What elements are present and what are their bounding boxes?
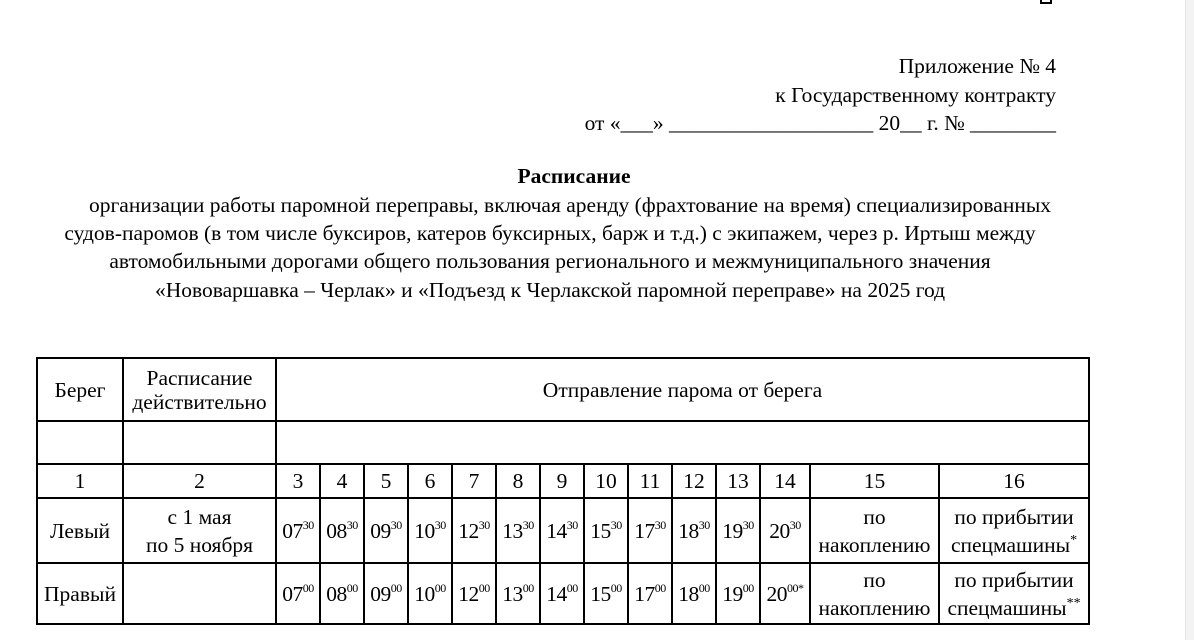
departure-time — [716, 498, 760, 563]
time-minutes: 00 — [698, 580, 710, 595]
validity-cell — [123, 498, 276, 563]
departure-time — [364, 563, 408, 624]
time-minutes: 30 — [302, 517, 314, 532]
column-number: 10 — [584, 464, 628, 498]
time-hours: 07 — [282, 581, 303, 606]
time-hours: 12 — [458, 518, 479, 543]
time-minutes: 00 — [654, 580, 666, 595]
column-number: 5 — [364, 464, 408, 498]
time-hours: 18 — [678, 581, 699, 606]
departure-time — [276, 563, 320, 624]
time-hours: 07 — [282, 518, 303, 543]
time-minutes: 00* — [787, 580, 804, 595]
time-hours: 18 — [678, 518, 699, 543]
document-title: Расписание — [517, 164, 631, 188]
header-row — [37, 358, 1089, 421]
header-valid: Расписание действительно — [123, 358, 276, 421]
special-vehicle-cell — [939, 563, 1089, 624]
departure-time — [540, 498, 584, 563]
appendix-number: Приложение № 4 — [898, 54, 1056, 78]
departure-time — [320, 563, 364, 624]
column-number: 11 — [628, 464, 672, 498]
table-row — [37, 563, 1089, 624]
time-hours: 13 — [502, 518, 523, 543]
column-number: 1 — [37, 464, 123, 498]
accumulation-line1: по — [863, 567, 886, 592]
header-departure: Отправление парома от берега — [276, 358, 1089, 421]
departure-time — [276, 498, 320, 563]
departure-time — [408, 563, 452, 624]
time-minutes: 30 — [390, 517, 402, 532]
column-number: 4 — [320, 464, 364, 498]
bank-cell: Правый — [37, 563, 123, 624]
time-minutes: 00 — [610, 580, 622, 595]
table-row — [37, 498, 1089, 563]
blank-row — [37, 421, 1089, 464]
departure-time — [584, 563, 628, 624]
time-minutes: 30 — [346, 517, 358, 532]
departure-time — [760, 563, 810, 624]
departure-time — [628, 563, 672, 624]
time-minutes: 30 — [610, 517, 622, 532]
document-subtitle: организации работы паромной переправы, включая аренду (фрахтование на время) специализированных судов-паромов (в том числе буксиров, катеров буксирных, барж и т.д.) с экипажем, через р. Иртыш между автомобильными дорогами общего пользования регионального и межмуниципального значения «Нововаршавка – Черлак» и «Подъезд к Черлакской паромной переправе» на 2025 год — [64, 193, 1052, 302]
column-number: 2 — [123, 464, 276, 498]
column-number: 6 — [408, 464, 452, 498]
time-hours: 17 — [634, 581, 655, 606]
departure-time — [672, 498, 716, 563]
departure-time — [320, 498, 364, 563]
time-minutes: 00 — [478, 580, 490, 595]
time-hours: 08 — [326, 518, 347, 543]
bank-cell: Левый — [37, 498, 123, 563]
departure-time — [496, 498, 540, 563]
time-hours: 20 — [769, 518, 790, 543]
departure-time — [760, 498, 810, 563]
blank-cell — [37, 421, 123, 464]
appendix-header — [585, 52, 1056, 138]
time-minutes: 30 — [789, 517, 801, 532]
special-vehicle-line1: по прибытии — [954, 567, 1074, 592]
time-hours: 20 — [766, 581, 787, 606]
departure-time — [364, 498, 408, 563]
special-vehicle-line1: по прибытии — [954, 504, 1074, 529]
departure-time — [408, 498, 452, 563]
departure-time — [452, 498, 496, 563]
page-corner-mark — [1040, 0, 1052, 4]
time-hours: 09 — [370, 581, 391, 606]
special-vehicle-line2 — [940, 594, 1088, 622]
blank-cell — [276, 421, 1089, 464]
special-vehicle-cell — [939, 498, 1089, 563]
accumulation-cell — [810, 563, 939, 624]
time-minutes: 00 — [346, 580, 358, 595]
accumulation-line2: накоплению — [818, 532, 931, 557]
time-minutes: 00 — [522, 580, 534, 595]
time-minutes: 30 — [742, 517, 754, 532]
column-number: 8 — [496, 464, 540, 498]
time-hours: 19 — [722, 581, 743, 606]
column-number: 14 — [760, 464, 810, 498]
footnote-mark: * — [1070, 532, 1078, 548]
time-hours: 10 — [414, 518, 435, 543]
time-minutes: 30 — [698, 517, 710, 532]
validity-to: по 5 ноября — [145, 532, 254, 557]
time-hours: 13 — [502, 581, 523, 606]
time-hours: 08 — [326, 581, 347, 606]
time-minutes: 30 — [434, 517, 446, 532]
departure-time — [540, 563, 584, 624]
validity-from: с 1 мая — [167, 504, 232, 529]
accumulation-line1: по — [863, 504, 886, 529]
departure-time — [716, 563, 760, 624]
time-hours: 10 — [414, 581, 435, 606]
accumulation-cell — [810, 498, 939, 563]
schedule-table — [36, 357, 1090, 625]
departure-time — [672, 563, 716, 624]
time-hours: 14 — [546, 518, 567, 543]
column-number: 3 — [276, 464, 320, 498]
time-minutes: 00 — [742, 580, 754, 595]
column-number: 12 — [672, 464, 716, 498]
departure-time — [496, 563, 540, 624]
special-vehicle-line2 — [940, 531, 1088, 559]
time-hours: 19 — [722, 518, 743, 543]
blank-cell — [123, 421, 276, 464]
appendix-contract-ref: к Государственному контракту — [775, 82, 1056, 107]
departure-time — [584, 498, 628, 563]
time-minutes: 00 — [434, 580, 446, 595]
scrollbar-track[interactable] — [1185, 0, 1194, 640]
accumulation-line2: накоплению — [818, 595, 931, 620]
header-bank: Берег — [37, 358, 123, 421]
time-hours: 15 — [590, 518, 611, 543]
time-minutes: 30 — [478, 517, 490, 532]
validity-cell — [123, 563, 276, 624]
time-minutes: 00 — [566, 580, 578, 595]
time-minutes: 00 — [302, 580, 314, 595]
column-number-row — [37, 464, 1089, 498]
time-minutes: 30 — [522, 517, 534, 532]
departure-time — [452, 563, 496, 624]
time-minutes: 30 — [654, 517, 666, 532]
time-hours: 17 — [634, 518, 655, 543]
special-vehicle-text: спецмашины — [947, 595, 1067, 620]
column-number: 9 — [540, 464, 584, 498]
column-number: 15 — [810, 464, 939, 498]
appendix-date-line: от «___» ___________________ 20__ г. № ________ — [584, 111, 1056, 135]
time-hours: 09 — [370, 518, 391, 543]
column-number: 13 — [716, 464, 760, 498]
time-hours: 15 — [590, 581, 611, 606]
special-vehicle-text: спецмашины — [950, 532, 1071, 557]
departure-time — [628, 498, 672, 563]
time-hours: 12 — [458, 581, 479, 606]
time-minutes: 00 — [390, 580, 402, 595]
footnote-mark: ** — [1066, 595, 1081, 611]
time-hours: 14 — [546, 581, 567, 606]
time-minutes: 30 — [566, 517, 578, 532]
column-number: 16 — [939, 464, 1089, 498]
column-number: 7 — [452, 464, 496, 498]
